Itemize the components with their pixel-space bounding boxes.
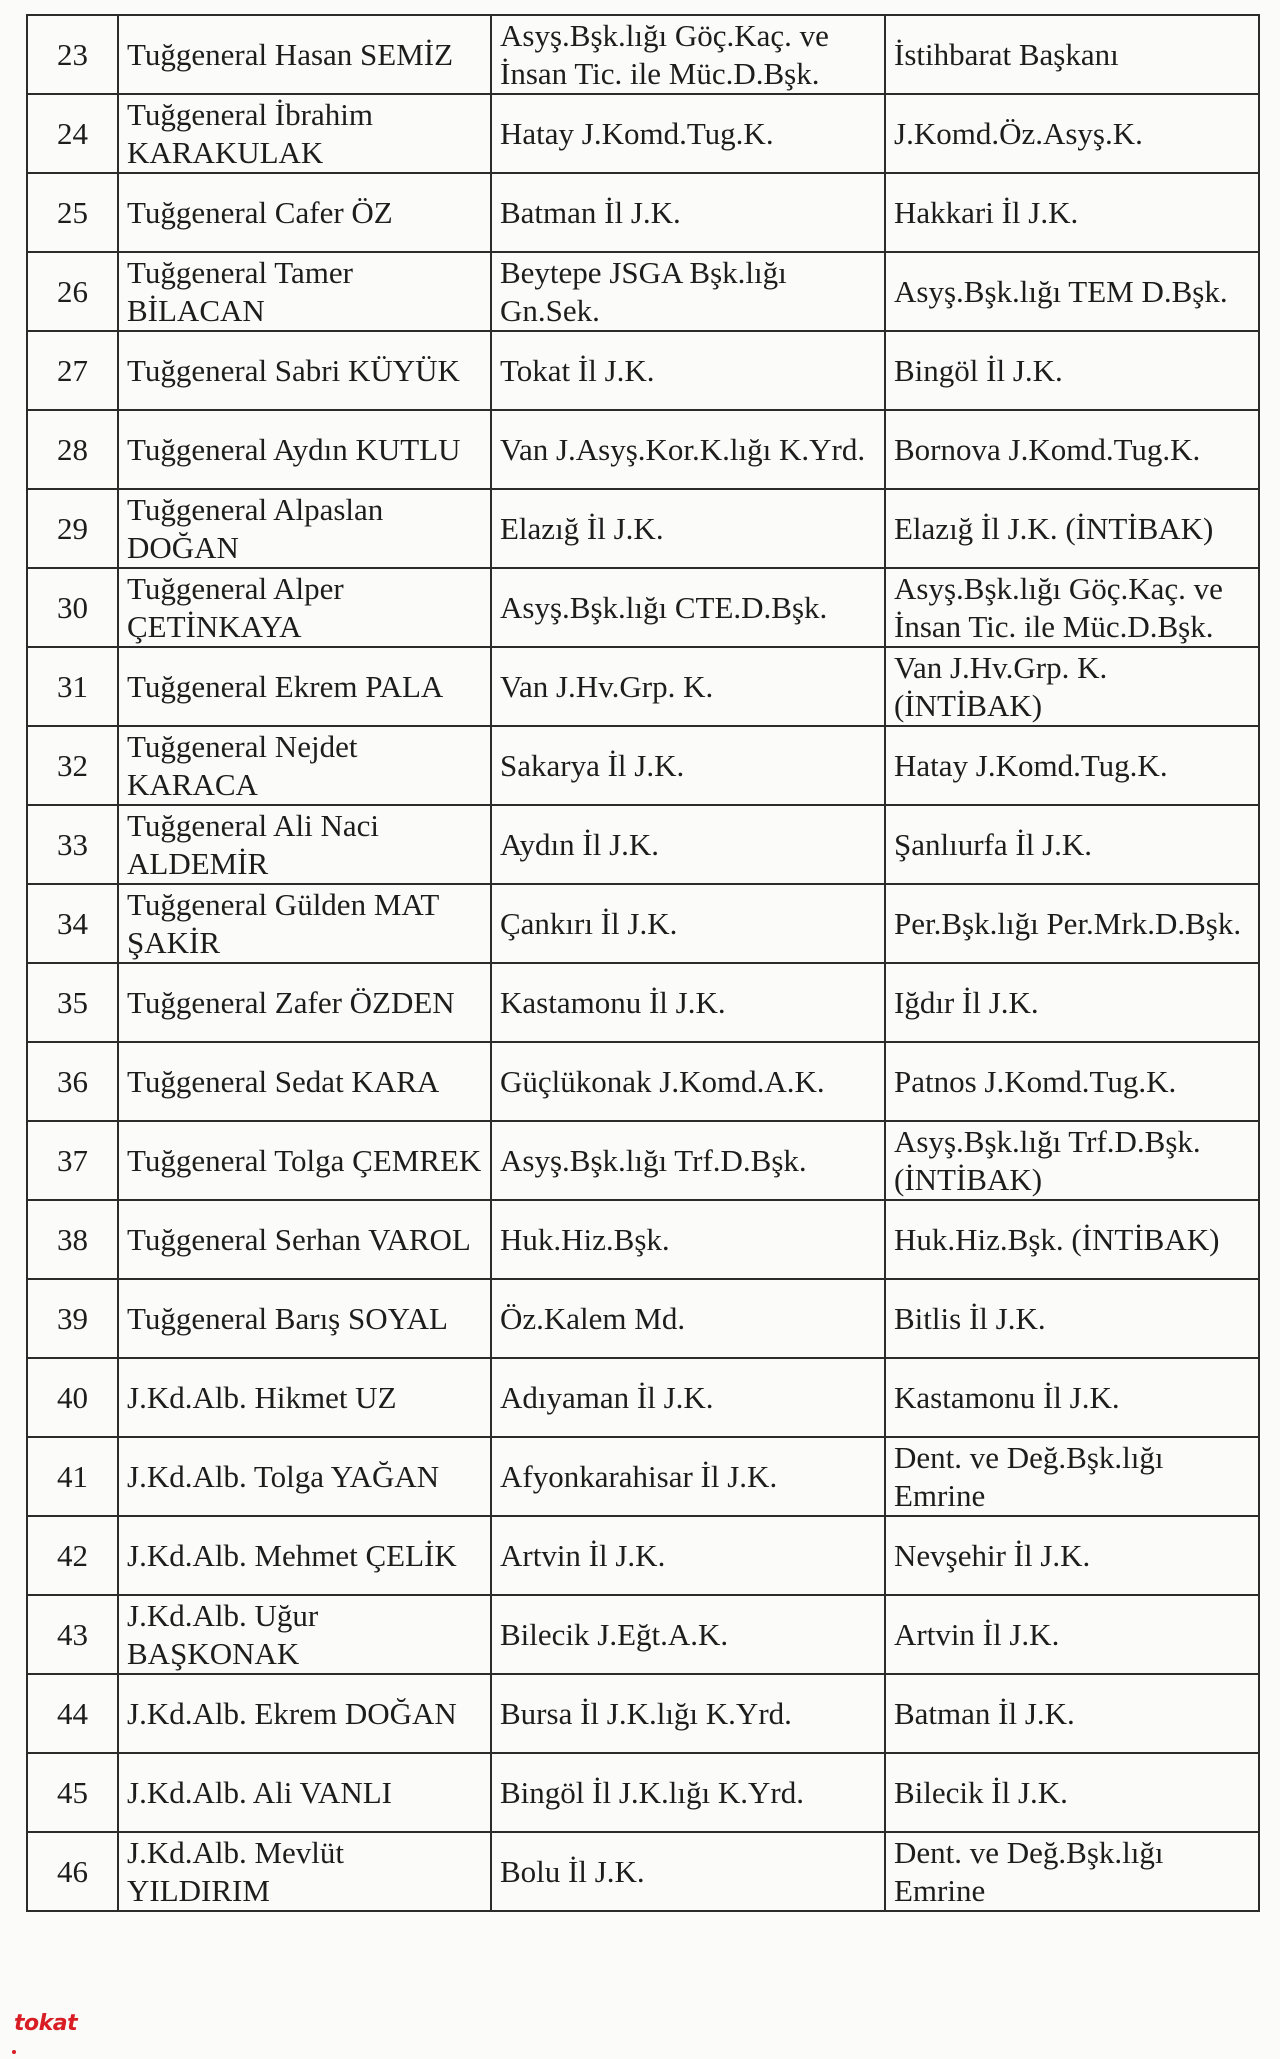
- table-row: [27, 568, 1259, 647]
- current-post-cell: Hatay J.Komd.Tug.K.: [491, 94, 885, 173]
- table-row: [27, 726, 1259, 805]
- row-number-cell: 25: [27, 173, 118, 252]
- row-number-cell: 26: [27, 252, 118, 331]
- table-row: [27, 1437, 1259, 1516]
- row-number-cell: 23: [27, 15, 118, 94]
- officer-name-cell: Tuğgeneral Ekrem PALA: [118, 647, 491, 726]
- table-row: [27, 15, 1259, 94]
- row-number-cell: 34: [27, 884, 118, 963]
- new-post-cell: Huk.Hiz.Bşk. (İNTİBAK): [885, 1200, 1259, 1279]
- table-row: [27, 1832, 1259, 1911]
- row-number-cell: 31: [27, 647, 118, 726]
- current-post-cell: Artvin İl J.K.: [491, 1516, 885, 1595]
- row-number-cell: 36: [27, 1042, 118, 1121]
- new-post-cell: Kastamonu İl J.K.: [885, 1358, 1259, 1437]
- new-post-cell: Artvin İl J.K.: [885, 1595, 1259, 1674]
- current-post-cell: Huk.Hiz.Bşk.: [491, 1200, 885, 1279]
- table-row: [27, 1753, 1259, 1832]
- row-number-cell: 32: [27, 726, 118, 805]
- row-number-cell: 44: [27, 1674, 118, 1753]
- new-post-cell: Dent. ve Değ.Bşk.lığı Emrine: [885, 1437, 1259, 1516]
- officer-name-cell: Tuğgeneral Zafer ÖZDEN: [118, 963, 491, 1042]
- new-post-cell: Asyş.Bşk.lığı Trf.D.Bşk. (İNTİBAK): [885, 1121, 1259, 1200]
- officer-name-cell: Tuğgeneral İbrahim KARAKULAK: [118, 94, 491, 173]
- row-number-cell: 38: [27, 1200, 118, 1279]
- current-post-cell: Sakarya İl J.K.: [491, 726, 885, 805]
- row-number-cell: 33: [27, 805, 118, 884]
- officer-name-cell: J.Kd.Alb. Ali VANLI: [118, 1753, 491, 1832]
- current-post-cell: Aydın İl J.K.: [491, 805, 885, 884]
- current-post-cell: Kastamonu İl J.K.: [491, 963, 885, 1042]
- officer-name-cell: J.Kd.Alb. Ekrem DOĞAN: [118, 1674, 491, 1753]
- table-row: [27, 1358, 1259, 1437]
- table-row: [27, 252, 1259, 331]
- officer-name-cell: Tuğgeneral Tolga ÇEMREK: [118, 1121, 491, 1200]
- new-post-cell: İstihbarat Başkanı: [885, 15, 1259, 94]
- new-post-cell: Nevşehir İl J.K.: [885, 1516, 1259, 1595]
- officer-name-cell: Tuğgeneral Sedat KARA: [118, 1042, 491, 1121]
- current-post-cell: Bilecik J.Eğt.A.K.: [491, 1595, 885, 1674]
- officer-name-cell: J.Kd.Alb. Uğur BAŞKONAK: [118, 1595, 491, 1674]
- current-post-cell: Asyş.Bşk.lığı Trf.D.Bşk.: [491, 1121, 885, 1200]
- row-number-cell: 37: [27, 1121, 118, 1200]
- officer-name-cell: Tuğgeneral Barış SOYAL: [118, 1279, 491, 1358]
- row-number-cell: 45: [27, 1753, 118, 1832]
- row-number-cell: 46: [27, 1832, 118, 1911]
- table-row: [27, 489, 1259, 568]
- new-post-cell: Patnos J.Komd.Tug.K.: [885, 1042, 1259, 1121]
- table-row: [27, 173, 1259, 252]
- new-post-cell: Asyş.Bşk.lığı TEM D.Bşk.: [885, 252, 1259, 331]
- row-number-cell: 41: [27, 1437, 118, 1516]
- new-post-cell: Şanlıurfa İl J.K.: [885, 805, 1259, 884]
- row-number-cell: 28: [27, 410, 118, 489]
- officer-name-cell: J.Kd.Alb. Tolga YAĞAN: [118, 1437, 491, 1516]
- officer-name-cell: Tuğgeneral Serhan VAROL: [118, 1200, 491, 1279]
- table-row: [27, 1674, 1259, 1753]
- current-post-cell: Afyonkarahisar İl J.K.: [491, 1437, 885, 1516]
- officer-name-cell: Tuğgeneral Hasan SEMİZ: [118, 15, 491, 94]
- current-post-cell: Beytepe JSGA Bşk.lığı Gn.Sek.: [491, 252, 885, 331]
- watermark-dot: [12, 2050, 16, 2054]
- officer-name-cell: Tuğgeneral Alpaslan DOĞAN: [118, 489, 491, 568]
- table-row: [27, 647, 1259, 726]
- current-post-cell: Asyş.Bşk.lığı Göç.Kaç. ve İnsan Tic. ile Müc.D.Bşk.: [491, 15, 885, 94]
- row-number-cell: 30: [27, 568, 118, 647]
- new-post-cell: Iğdır İl J.K.: [885, 963, 1259, 1042]
- officer-name-cell: J.Kd.Alb. Hikmet UZ: [118, 1358, 491, 1437]
- table-row: [27, 1595, 1259, 1674]
- new-post-cell: Bitlis İl J.K.: [885, 1279, 1259, 1358]
- row-number-cell: 29: [27, 489, 118, 568]
- current-post-cell: Güçlükonak J.Komd.A.K.: [491, 1042, 885, 1121]
- table-row: [27, 963, 1259, 1042]
- table-row: [27, 1200, 1259, 1279]
- row-number-cell: 40: [27, 1358, 118, 1437]
- officer-name-cell: Tuğgeneral Cafer ÖZ: [118, 173, 491, 252]
- new-post-cell: J.Komd.Öz.Asyş.K.: [885, 94, 1259, 173]
- table-row: [27, 1121, 1259, 1200]
- officer-name-cell: Tuğgeneral Aydın KUTLU: [118, 410, 491, 489]
- row-number-cell: 24: [27, 94, 118, 173]
- officer-name-cell: Tuğgeneral Ali Naci ALDEMİR: [118, 805, 491, 884]
- new-post-cell: Elazığ İl J.K. (İNTİBAK): [885, 489, 1259, 568]
- current-post-cell: Batman İl J.K.: [491, 173, 885, 252]
- watermark-logo: tokat: [14, 2011, 78, 2036]
- appointment-table: [26, 14, 1260, 1912]
- new-post-cell: Asyş.Bşk.lığı Göç.Kaç. ve İnsan Tic. ile Müc.D.Bşk.: [885, 568, 1259, 647]
- officer-name-cell: J.Kd.Alb. Mevlüt YILDIRIM: [118, 1832, 491, 1911]
- current-post-cell: Asyş.Bşk.lığı CTE.D.Bşk.: [491, 568, 885, 647]
- new-post-cell: Bilecik İl J.K.: [885, 1753, 1259, 1832]
- table-row: [27, 331, 1259, 410]
- current-post-cell: Van J.Asyş.Kor.K.lığı K.Yrd.: [491, 410, 885, 489]
- table-row: [27, 1042, 1259, 1121]
- new-post-cell: Hatay J.Komd.Tug.K.: [885, 726, 1259, 805]
- row-number-cell: 43: [27, 1595, 118, 1674]
- table-row: [27, 884, 1259, 963]
- new-post-cell: Hakkari İl J.K.: [885, 173, 1259, 252]
- new-post-cell: Per.Bşk.lığı Per.Mrk.D.Bşk.: [885, 884, 1259, 963]
- officer-name-cell: J.Kd.Alb. Mehmet ÇELİK: [118, 1516, 491, 1595]
- appointment-table-body: [27, 15, 1259, 1911]
- current-post-cell: Van J.Hv.Grp. K.: [491, 647, 885, 726]
- current-post-cell: Tokat İl J.K.: [491, 331, 885, 410]
- current-post-cell: Çankırı İl J.K.: [491, 884, 885, 963]
- current-post-cell: Bursa İl J.K.lığı K.Yrd.: [491, 1674, 885, 1753]
- new-post-cell: Dent. ve Değ.Bşk.lığı Emrine: [885, 1832, 1259, 1911]
- row-number-cell: 42: [27, 1516, 118, 1595]
- current-post-cell: Adıyaman İl J.K.: [491, 1358, 885, 1437]
- table-row: [27, 1516, 1259, 1595]
- current-post-cell: Bingöl İl J.K.lığı K.Yrd.: [491, 1753, 885, 1832]
- officer-name-cell: Tuğgeneral Alper ÇETİNKAYA: [118, 568, 491, 647]
- row-number-cell: 27: [27, 331, 118, 410]
- new-post-cell: Bornova J.Komd.Tug.K.: [885, 410, 1259, 489]
- officer-name-cell: Tuğgeneral Sabri KÜYÜK: [118, 331, 491, 410]
- officer-name-cell: Tuğgeneral Tamer BİLACAN: [118, 252, 491, 331]
- row-number-cell: 39: [27, 1279, 118, 1358]
- current-post-cell: Öz.Kalem Md.: [491, 1279, 885, 1358]
- row-number-cell: 35: [27, 963, 118, 1042]
- table-row: [27, 805, 1259, 884]
- officer-name-cell: Tuğgeneral Nejdet KARACA: [118, 726, 491, 805]
- table-row: [27, 1279, 1259, 1358]
- table-row: [27, 94, 1259, 173]
- new-post-cell: Bingöl İl J.K.: [885, 331, 1259, 410]
- current-post-cell: Elazığ İl J.K.: [491, 489, 885, 568]
- current-post-cell: Bolu İl J.K.: [491, 1832, 885, 1911]
- new-post-cell: Van J.Hv.Grp. K. (İNTİBAK): [885, 647, 1259, 726]
- officer-name-cell: Tuğgeneral Gülden MAT ŞAKİR: [118, 884, 491, 963]
- new-post-cell: Batman İl J.K.: [885, 1674, 1259, 1753]
- table-row: [27, 410, 1259, 489]
